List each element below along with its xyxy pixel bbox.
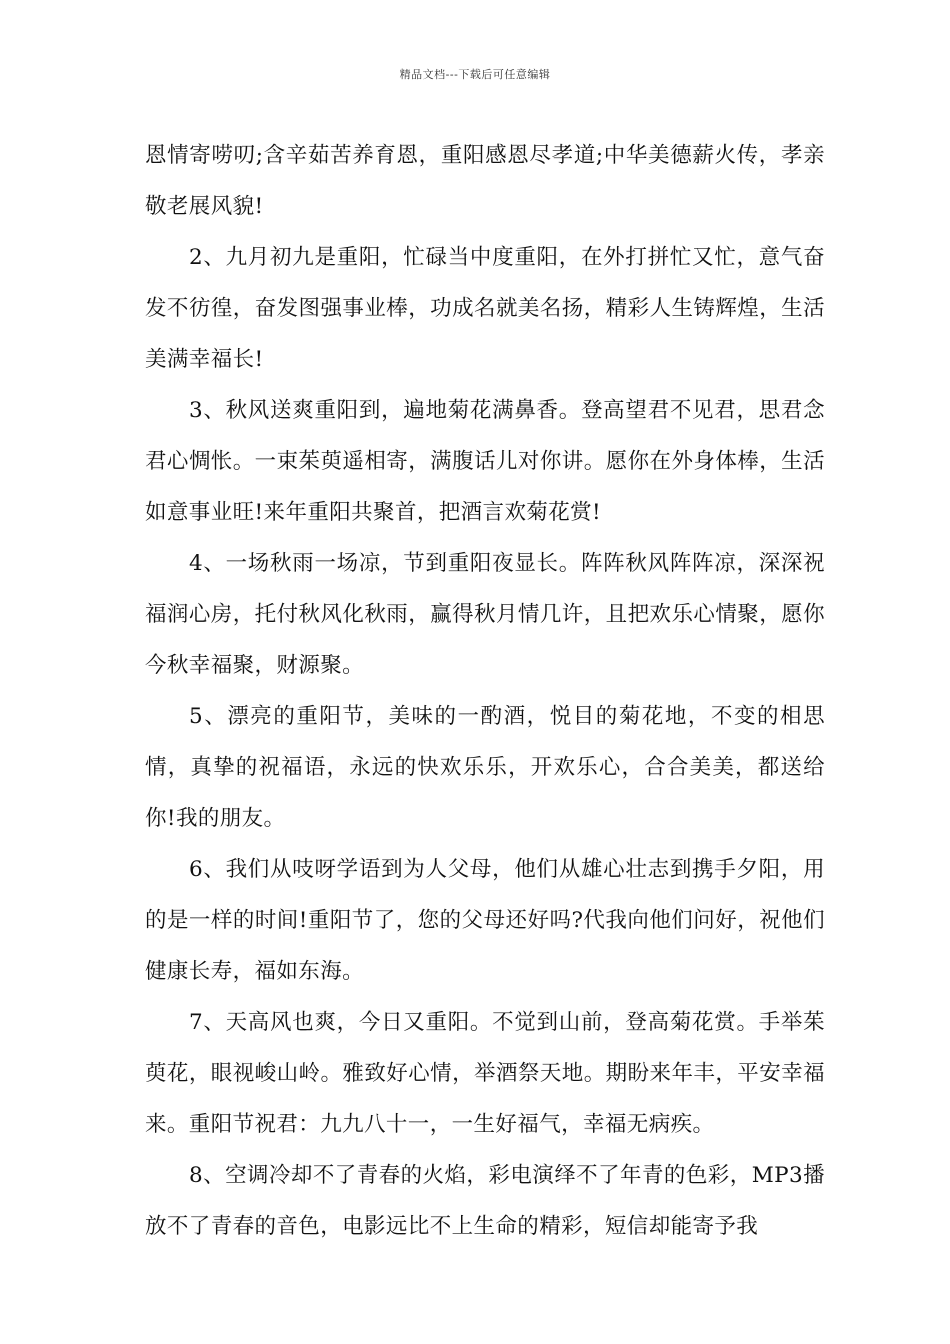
paragraph-5: 5、漂亮的重阳节，美味的一酌酒，悦目的菊花地，不变的相思情，真挚的祝福语，永远的快欢乐乐，开欢乐心，合合美美，都送给你!我的朋友。 — [145, 704, 825, 831]
page-header: 精品文档---下载后可任意编辑 — [399, 68, 551, 81]
document-body — [145, 130, 825, 1252]
paragraph-6: 6、我们从吱呀学语到为人父母，他们从雄心壮志到携手夕阳，用的是一样的时间!重阳节了，您的父母还好吗?代我向他们问好，祝他们健康长寿，福如东海。 — [145, 857, 825, 984]
paragraph-4: 4、一场秋雨一场凉，节到重阳夜显长。阵阵秋风阵阵凉，深深祝福润心房，托付秋风化秋雨，赢得秋月情几许，且把欢乐心情聚，愿你今秋幸福聚，财源聚。 — [145, 551, 825, 678]
paragraph-2: 2、九月初九是重阳，忙碌当中度重阳，在外打拼忙又忙，意气奋发不彷徨，奋发图强事业棒，功成名就美名扬，精彩人生铸辉煌，生活美满幸福长! — [145, 245, 825, 372]
paragraph-7: 7、天高风也爽，今日又重阳。不觉到山前，登高菊花赏。手举茱萸花，眼视峻山岭。雅致好心情，举酒祭天地。期盼来年丰，平安幸福来。重阳节祝君：九九八十一，一生好福气，幸福无病疾。 — [145, 1010, 825, 1137]
paragraph-continuation: 恩情寄唠叨;含辛茹苦养育恩，重阳感恩尽孝道;中华美德薪火传，孝亲敬老展风貌! — [145, 143, 825, 219]
paragraph-3: 3、秋风送爽重阳到，遍地菊花满鼻香。登高望君不见君，思君念君心惆怅。一束茱萸遥相寄，满腹话儿对你讲。愿你在外身体棒，生活如意事业旺!来年重阳共聚首，把酒言欢菊花赏! — [145, 398, 825, 525]
paragraph-8: 8、空调冷却不了青春的火焰，彩电演绎不了年青的色彩，MP3播放不了青春的音色，电影远比不上生命的精彩，短信却能寄予我 — [145, 1163, 825, 1239]
